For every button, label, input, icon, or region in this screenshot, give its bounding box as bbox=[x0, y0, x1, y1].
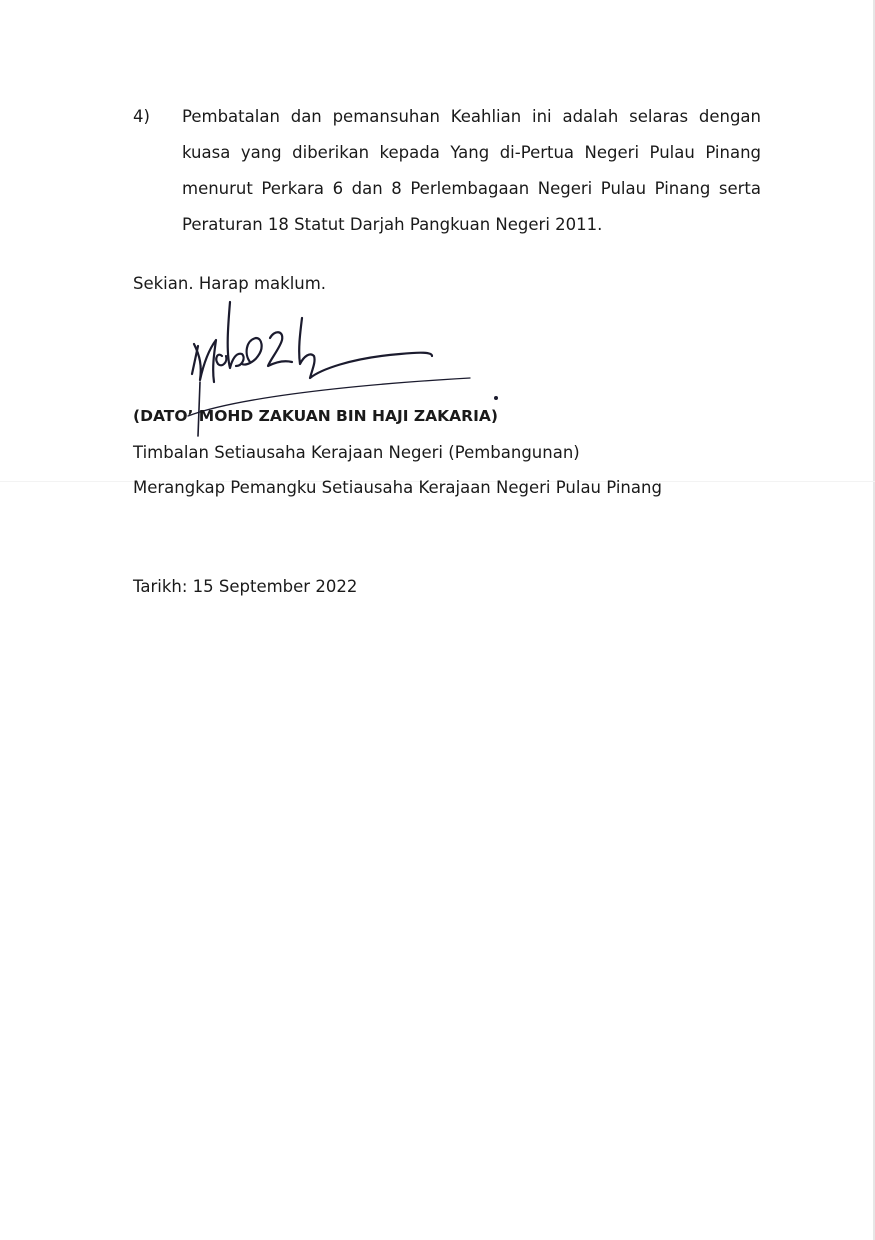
closing-remark: Sekian. Harap maklum. bbox=[133, 274, 327, 293]
signer-title: Timbalan Setiausaha Kerajaan Negeri (Pembangunan) bbox=[133, 443, 580, 462]
paragraph-number: 4) bbox=[133, 107, 150, 126]
document-date: Tarikh: 15 September 2022 bbox=[133, 577, 358, 596]
signer-name: (DATO’ MOHD ZAKUAN BIN HAJI ZAKARIA) bbox=[133, 407, 498, 425]
paragraph-text: Pembatalan dan pemansuhan Keahlian ini adalah selaras dengan kuasa yang diberikan kepada Yang di-Pertua Negeri Pulau Pinang menurut Perkara 6 dan 8 Perlembagaan Negeri Pulau Pinang serta Peraturan 18 Statut Darjah Pangkuan Negeri 2011. bbox=[182, 107, 761, 234]
signer-title-secondary: Merangkap Pemangku Setiausaha Kerajaan Negeri Pulau Pinang bbox=[133, 478, 662, 497]
